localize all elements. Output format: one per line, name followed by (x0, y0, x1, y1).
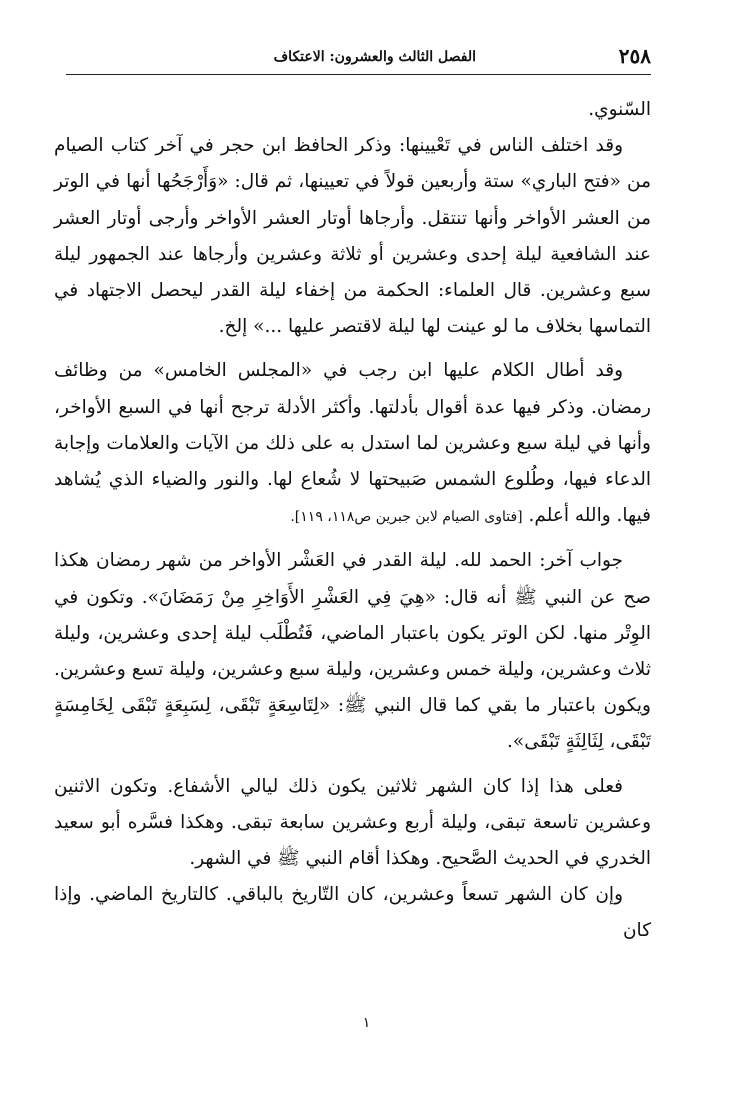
paragraph-1: السّنوي. (588, 99, 651, 120)
citation-source: [فتاوى الصيام لابن جبرين ص١١٨، ١١٩]. (290, 509, 523, 526)
body-text (54, 92, 651, 950)
paragraph-5: فعلى هذا إذا كان الشهر ثلاثين يكون ذلك ليالي الأشفاع. وتكون الاثنين وعشرين تاسعة تبقى، وليلة أربع وعشرين سابعة تبقى. وهكذا فسَّره أبو سعيد الخدري في الحديث الصَّحيح. وهكذا أقام النبي ﷺ في الشهر. (54, 775, 651, 870)
page-number: ٢٥٨ (618, 44, 651, 68)
footnote-mark: ١ (362, 1015, 371, 1031)
chapter-title: الفصل الثالث والعشرون: الاعتكاف (273, 49, 476, 65)
paragraph-2: وقد اختلف الناس في تَعْيينها: وذكر الحافظ ابن حجر في آخر كتاب الصيام من «فتح الباري» ستة وأربعين قولاً في تعيينها، ثم قال: «وَأَرْجَحُها أنها في الوتر من العشر الأواخر وأنها تنتقل. وأرجاها أوتار العشر الأواخر وأرجى أوتار العشر عند الشافعية ليلة إحدى وعشرين أو ثلاثة وعشرين وأرجاها عند الجمهور ليلة سبع وعشرين. قال العلماء: الحكمة من إخفاء ليلة القدر ليحصل الاجتهاد في التماسها بخلاف ما لو عينت لها ليلة لاقتصر عليها ...» إلخ. (54, 135, 651, 338)
paragraph-3 (54, 353, 651, 535)
paragraph-6: وإن كان الشهر تسعاً وعشرين، كان التّاريخ بالباقي. كالتاريخ الماضي. وإذا كان (54, 884, 651, 942)
paragraph-4: جواب آخر: الحمد لله. ليلة القدر في العَشْر الأواخر من شهر رمضان هكذا صح عن النبي ﷺ أنه قال: «هِيَ فِي العَشْرِ الأَوَاخِرِ مِنْ رَمَضَانَ». وتكون في الوِتْر منها. لكن الوتر يكون باعتبار الماضي، فَتُطْلَب ليلة إحدى وعشرين، وليلة ثلاث وعشرين، وليلة خمس وعشرين، وليلة سبع وعشرين، وليلة تسع وعشرين. ويكون باعتبار ما بقي كما قال النبي ﷺ: «لِتَاسِعَةٍ تَبْقَى، لِسَبِعَةٍ تَبْقَى لِخَامِسَةٍ تَبْقَى، لِثَالِثَةٍ تَبْقَى». (54, 550, 651, 753)
paragraph-3-text: وقد أطال الكلام عليها ابن رجب في «المجلس الخامس» من وظائف رمضان. وذكر فيها عدة أقوال بأدلتها. وأكثر الأدلة ترجح أنها في السبع الأواخر، وأنها في ليلة سبع وعشرين لما استدل به على ذلك من الآيات والعلامات وإجابة الدعاء فيها، وطُلوع الشمس صَبيحتها لا شُعاع لها. والنور والضياء الذي يُشاهد فيها. والله أعلم. (54, 360, 651, 527)
running-header (66, 40, 651, 75)
